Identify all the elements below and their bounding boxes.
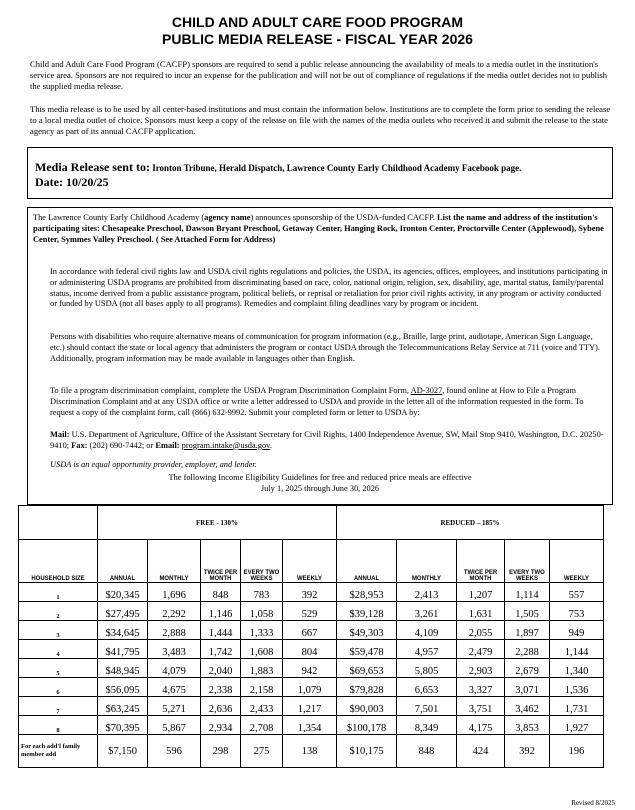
cell-value: $90,003 — [337, 697, 397, 716]
cell-value: 275 — [241, 735, 283, 768]
cell-value: 2,040 — [201, 659, 241, 678]
cell-value: 3,071 — [505, 678, 550, 697]
table-corner — [19, 506, 98, 540]
cell-value: $34,645 — [98, 621, 148, 640]
cell-value: 2,288 — [505, 640, 550, 659]
cell-value: 298 — [201, 735, 241, 768]
cell-value: $20,345 — [98, 583, 148, 602]
cell-value: 2,338 — [201, 678, 241, 697]
mail-label: Mail: — [50, 430, 70, 439]
cell-value: 3,462 — [505, 697, 550, 716]
mail-value: U.S. Department of Agriculture, Office of the Assistant Secretary for Civil Rights, 1400 Independence Avenue, SW, Mail Stop 9410, Washington, D.C. 20250-9410; — [50, 430, 604, 450]
agency-name-label: agency name — [204, 213, 251, 222]
income-eligibility-table — [18, 505, 604, 768]
cell-value: 8,349 — [397, 716, 457, 735]
cell-value: 1,444 — [201, 621, 241, 640]
col-reduced-every-two-weeks: EVERY TWO WEEKS — [505, 540, 550, 583]
intro-paragraph-2: This media release is to be used by all center-based institutions and must contain the information below. Institutions are to complete the form prior to sending the release to a local media outlet of choice. Sponsors must keep a copy of the release on file with the names of the media outlets who received it and submit the release to the state agency as part of its annual CACFP application. — [30, 104, 611, 136]
cell-value: $27,495 — [98, 602, 148, 621]
cell-value: $56,095 — [98, 678, 148, 697]
media-sent-label: Media Release sent to: — [35, 160, 150, 174]
cell-value: 4,675 — [148, 678, 201, 697]
cell-value: 848 — [397, 735, 457, 768]
media-release-box — [27, 147, 613, 199]
col-reduced-annual: ANNUAL — [337, 540, 397, 583]
cell-value: $7,150 — [98, 735, 148, 768]
cell-value: 1,883 — [241, 659, 283, 678]
complaint-intro: To file a program discrimination complaint, complete the USDA Program Discrimination Complaint Form, — [50, 386, 410, 395]
cell-value: 2,479 — [457, 640, 505, 659]
cell-value: 1,144 — [550, 640, 604, 659]
cell-value: 1,608 — [241, 640, 283, 659]
cell-value: 424 — [457, 735, 505, 768]
mail-paragraph — [50, 430, 608, 452]
cell-value: $69,653 — [337, 659, 397, 678]
cell-value: 4,079 — [148, 659, 201, 678]
guidelines-line-2: July 1, 2025 through June 30, 2026 — [260, 484, 380, 493]
email-end: . — [269, 440, 272, 450]
cell-value: 1,340 — [550, 659, 604, 678]
household-size-header: HOUSEHOLD SIZE — [19, 540, 98, 583]
cell-value: 848 — [201, 583, 241, 602]
cell-value: 1,731 — [550, 697, 604, 716]
email-label: Email: — [155, 440, 180, 450]
reduced-header: REDUCED – 185% — [337, 506, 604, 540]
col-reduced-weekly: WEEKLY — [550, 540, 604, 583]
cell-value: 4,175 — [457, 716, 505, 735]
cell-value: $59,478 — [337, 640, 397, 659]
table-row — [19, 716, 604, 735]
household-size: 3 — [19, 621, 98, 640]
agency-sponsorship: ) announces sponsorship of the USDA-funded CACFP. — [250, 213, 435, 222]
cell-value: $79,828 — [337, 678, 397, 697]
table-row — [19, 678, 604, 697]
cell-value: 3,853 — [505, 716, 550, 735]
civil-rights-paragraph: In accordance with federal civil rights law and USDA civil rights regulations and policies, the USDA, its agencies, offices, employees, and institutions participating in or administering USDA programs are prohibited from discriminating based on race, color, national origin, religion, sex, disability, age, marital status, family/parental status, income derived from a public assistance program, political beliefs, or reprisal or retaliation for prior civil rights activity, in any program or activity conducted or funded by USDA (not all bases apply to all programs). Remedies and complaint filing deadlines vary by program or incident. — [50, 267, 608, 309]
cell-value: 1,927 — [550, 716, 604, 735]
sites-label: List the name and address of the institution's participating sites: — [33, 213, 598, 233]
cell-value: $41,795 — [98, 640, 148, 659]
complaint-rest: , found online at How to File a Program Discrimination Complaint and at any USDA office or write a letter addressed to USDA and provide in the letter all of the information requested in the form. To request a copy of the complaint form, call (866) 632-9992. Submit your completed form or letter to USDA by: — [50, 386, 584, 417]
cell-value: 2,433 — [241, 697, 283, 716]
cell-value: 1,631 — [457, 602, 505, 621]
table-row — [19, 621, 604, 640]
cell-value: 2,292 — [148, 602, 201, 621]
cell-value: 392 — [505, 735, 550, 768]
cell-value: 4,957 — [397, 640, 457, 659]
col-free-annual: ANNUAL — [98, 540, 148, 583]
cell-value: 2,679 — [505, 659, 550, 678]
cell-value: 2,413 — [397, 583, 457, 602]
household-size: 4 — [19, 640, 98, 659]
equal-opportunity-statement: USDA is an equal opportunity provider, employer, and lender. — [50, 460, 257, 469]
free-header: FREE - 130% — [98, 506, 337, 540]
col-free-twice-monthly: TWICE PER MONTH — [201, 540, 241, 583]
cell-value: 2,934 — [201, 716, 241, 735]
cell-value: 667 — [283, 621, 337, 640]
cell-value: 596 — [148, 735, 201, 768]
table-row — [19, 640, 604, 659]
email-link[interactable]: program.intake@usda.gov — [181, 440, 270, 450]
cell-value: 1,354 — [283, 716, 337, 735]
cell-value: 5,271 — [148, 697, 201, 716]
cell-value: 1,696 — [148, 583, 201, 602]
cell-value: 5,867 — [148, 716, 201, 735]
media-sent-line — [35, 160, 521, 175]
cell-value: 2,708 — [241, 716, 283, 735]
table-row — [19, 697, 604, 716]
complaint-paragraph — [50, 386, 608, 418]
cell-value: 392 — [283, 583, 337, 602]
cell-value: 1,333 — [241, 621, 283, 640]
cell-value: 2,055 — [457, 621, 505, 640]
cell-value: 1,079 — [283, 678, 337, 697]
cell-value: 5,805 — [397, 659, 457, 678]
page-subtitle: PUBLIC MEDIA RELEASE - FISCAL YEAR 2026 — [162, 31, 473, 47]
col-reduced-twice-monthly: TWICE PER MONTH — [457, 540, 505, 583]
agency-intro: The Lawrence County Early Childhood Academy ( — [33, 213, 205, 222]
media-sent-value: Ironton Tribune, Herald Dispatch, Lawrence County Early Childhood Academy Facebook page. — [152, 163, 522, 173]
col-free-weekly: WEEKLY — [283, 540, 337, 583]
cell-value: 949 — [550, 621, 604, 640]
table-row-additional — [19, 735, 604, 768]
cell-value: 1,146 — [201, 602, 241, 621]
cell-value: 804 — [283, 640, 337, 659]
disabilities-paragraph: Persons with disabilities who require alternative means of communication for program information (e.g., Braille, large print, audiotape, American Sign Language, etc.) should contact the state or local agency that administers the program or contact USDA through the Telecommunications Relay Service at 711 (voice and TTY). Additionally, program information may be made available in languages other than English. — [50, 332, 600, 363]
additional-member-label: For each add'l family member add — [19, 735, 98, 768]
media-date-value: 10/20/25 — [65, 175, 109, 189]
household-size: 8 — [19, 716, 98, 735]
page-title: CHILD AND ADULT CARE FOOD PROGRAM — [171, 14, 464, 30]
cell-value: 2,158 — [241, 678, 283, 697]
cell-value: $48,945 — [98, 659, 148, 678]
cell-value: 6,653 — [397, 678, 457, 697]
cell-value: 3,327 — [457, 678, 505, 697]
cell-value: 1,058 — [241, 602, 283, 621]
cell-value: 529 — [283, 602, 337, 621]
cell-value: 2,636 — [201, 697, 241, 716]
cell-value: 1,207 — [457, 583, 505, 602]
cell-value: 7,501 — [397, 697, 457, 716]
cell-value: $49,303 — [337, 621, 397, 640]
cell-value: $39,128 — [337, 602, 397, 621]
media-date-line — [35, 175, 109, 190]
cell-value: 3,261 — [397, 602, 457, 621]
guidelines-line-1: The following Income Eligibility Guidelines for free and reduced price meals are effective — [168, 473, 472, 482]
cell-value: $28,953 — [337, 583, 397, 602]
release-box — [27, 207, 613, 505]
household-size: 5 — [19, 659, 98, 678]
cell-value: 1,536 — [550, 678, 604, 697]
table-row — [19, 659, 604, 678]
col-reduced-monthly: MONTHLY — [397, 540, 457, 583]
revised-date: Revised 8/2025 — [571, 799, 615, 807]
household-size: 6 — [19, 678, 98, 697]
household-size: 2 — [19, 602, 98, 621]
cell-value: 783 — [241, 583, 283, 602]
cell-value: 3,751 — [457, 697, 505, 716]
cell-value: 753 — [550, 602, 604, 621]
cell-value: 196 — [550, 735, 604, 768]
col-free-monthly: MONTHLY — [148, 540, 201, 583]
cell-value: 942 — [283, 659, 337, 678]
cell-value: 1,505 — [505, 602, 550, 621]
col-free-every-two-weeks: EVERY TWO WEEKS — [241, 540, 283, 583]
cell-value: $70,395 — [98, 716, 148, 735]
cell-value: $10,175 — [337, 735, 397, 768]
complaint-form-link[interactable]: AD-3027 — [410, 386, 443, 395]
cell-value: 138 — [283, 735, 337, 768]
cell-value: 1,114 — [505, 583, 550, 602]
cell-value: 2,888 — [148, 621, 201, 640]
sites-value: Chesapeake Preschool, Dawson Bryant Preschool, Getaway Center, Hanging Rock, Ironton Center, Proctorville Center (Applewood), Sybene Center, Symmes Valley Preschool. ( See Attached Form for Address) — [33, 223, 604, 244]
intro-paragraph-1: Child and Adult Care Food Program (CACFP) sponsors are required to send a public release announcing the availability of meals to a media outlet in the institution's service area. Sponsors are not required to incur an expense for the publication and will not be out of compliance of regulations if the media outlet decides not to publish the supplied media release. — [30, 59, 608, 91]
agency-paragraph — [33, 213, 607, 245]
cell-value: 2,903 — [457, 659, 505, 678]
table-row — [19, 583, 604, 602]
household-size: 7 — [19, 697, 98, 716]
cell-value: 557 — [550, 583, 604, 602]
fax-value: (202) 690-7442; or — [89, 440, 154, 450]
fax-label: Fax: — [71, 440, 88, 450]
cell-value: $100,178 — [337, 716, 397, 735]
cell-value: 1,217 — [283, 697, 337, 716]
cell-value: 1,897 — [505, 621, 550, 640]
media-date-label: Date: — [35, 175, 63, 189]
household-size: 1 — [19, 583, 98, 602]
cell-value: 4,109 — [397, 621, 457, 640]
table-row — [19, 602, 604, 621]
cell-value: $63,245 — [98, 697, 148, 716]
cell-value: 3,483 — [148, 640, 201, 659]
cell-value: 1,742 — [201, 640, 241, 659]
